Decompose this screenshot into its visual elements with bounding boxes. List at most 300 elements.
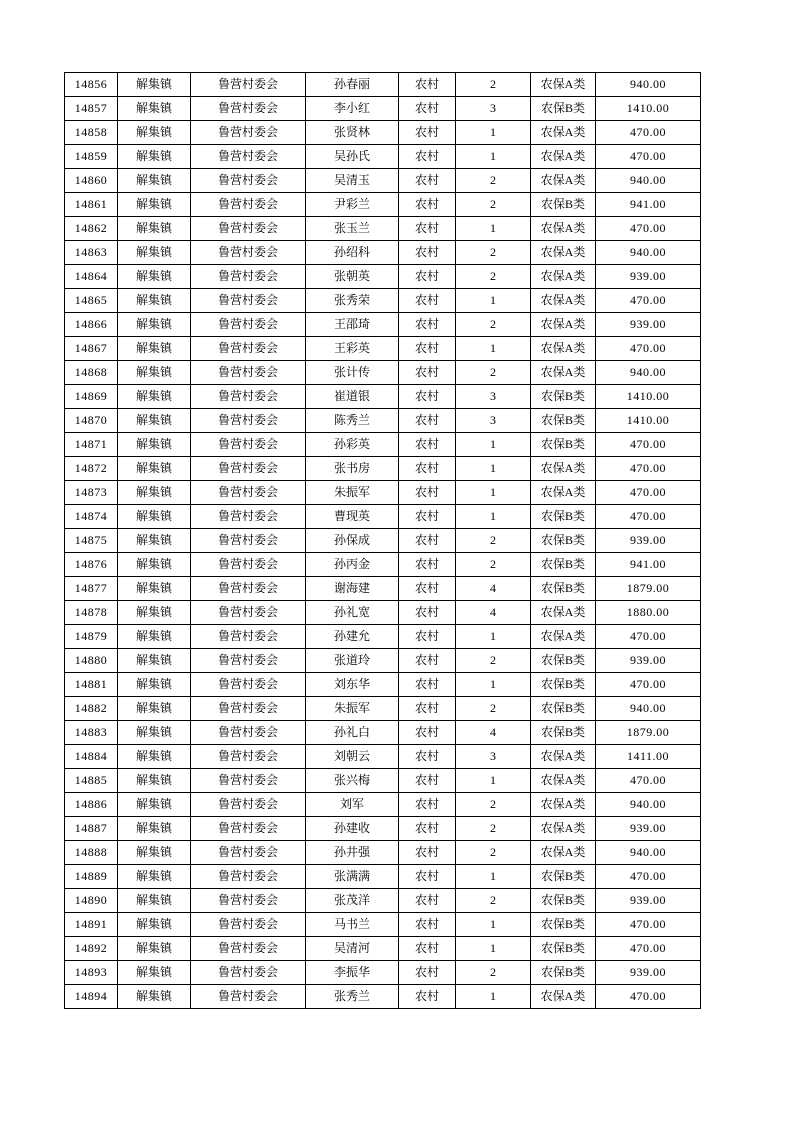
cell-serial-number: 14882 [65,697,118,721]
cell-person-count: 1 [456,217,531,241]
cell-person-name: 马书兰 [306,913,399,937]
cell-amount: 470.00 [596,145,701,169]
cell-insurance-category: 农保B类 [531,649,596,673]
table-row [65,457,701,481]
cell-town: 解集镇 [118,73,191,97]
cell-residence-type: 农村 [399,961,456,985]
cell-serial-number: 14891 [65,913,118,937]
cell-village-committee: 鲁营村委会 [191,409,306,433]
cell-town: 解集镇 [118,721,191,745]
cell-town: 解集镇 [118,529,191,553]
cell-village-committee: 鲁营村委会 [191,553,306,577]
cell-residence-type: 农村 [399,121,456,145]
cell-person-count: 4 [456,601,531,625]
cell-person-name: 张道玲 [306,649,399,673]
cell-residence-type: 农村 [399,721,456,745]
cell-person-count: 2 [456,361,531,385]
cell-insurance-category: 农保A类 [531,841,596,865]
table-row [65,553,701,577]
cell-residence-type: 农村 [399,97,456,121]
cell-residence-type: 农村 [399,673,456,697]
cell-amount: 470.00 [596,769,701,793]
cell-amount: 470.00 [596,937,701,961]
cell-person-name: 张秀荣 [306,289,399,313]
cell-town: 解集镇 [118,769,191,793]
cell-person-count: 2 [456,73,531,97]
cell-person-name: 张玉兰 [306,217,399,241]
cell-serial-number: 14866 [65,313,118,337]
cell-person-count: 2 [456,793,531,817]
cell-insurance-category: 农保A类 [531,145,596,169]
cell-person-count: 2 [456,265,531,289]
cell-serial-number: 14875 [65,529,118,553]
cell-residence-type: 农村 [399,913,456,937]
cell-residence-type: 农村 [399,337,456,361]
cell-amount: 470.00 [596,913,701,937]
cell-residence-type: 农村 [399,193,456,217]
cell-person-count: 2 [456,697,531,721]
cell-amount: 470.00 [596,505,701,529]
cell-village-committee: 鲁营村委会 [191,97,306,121]
cell-amount: 470.00 [596,457,701,481]
cell-town: 解集镇 [118,457,191,481]
cell-person-count: 2 [456,553,531,577]
cell-town: 解集镇 [118,169,191,193]
cell-person-count: 2 [456,169,531,193]
cell-residence-type: 农村 [399,841,456,865]
cell-person-count: 2 [456,649,531,673]
cell-insurance-category: 农保B类 [531,913,596,937]
cell-serial-number: 14872 [65,457,118,481]
table-row [65,193,701,217]
cell-serial-number: 14879 [65,625,118,649]
cell-person-name: 刘东华 [306,673,399,697]
cell-person-count: 1 [456,769,531,793]
cell-residence-type: 农村 [399,481,456,505]
cell-town: 解集镇 [118,553,191,577]
cell-town: 解集镇 [118,313,191,337]
cell-village-committee: 鲁营村委会 [191,505,306,529]
cell-amount: 470.00 [596,121,701,145]
cell-serial-number: 14874 [65,505,118,529]
cell-amount: 470.00 [596,433,701,457]
table-row [65,745,701,769]
cell-town: 解集镇 [118,673,191,697]
cell-village-committee: 鲁营村委会 [191,361,306,385]
cell-insurance-category: 农保B类 [531,889,596,913]
table-row [65,865,701,889]
cell-amount: 470.00 [596,625,701,649]
cell-town: 解集镇 [118,409,191,433]
cell-amount: 939.00 [596,889,701,913]
cell-person-name: 孙建允 [306,625,399,649]
cell-insurance-category: 农保B类 [531,433,596,457]
table-row [65,481,701,505]
cell-insurance-category: 农保A类 [531,625,596,649]
cell-town: 解集镇 [118,361,191,385]
cell-person-name: 李振华 [306,961,399,985]
cell-person-name: 孙建收 [306,817,399,841]
cell-village-committee: 鲁营村委会 [191,73,306,97]
cell-village-committee: 鲁营村委会 [191,769,306,793]
cell-serial-number: 14894 [65,985,118,1009]
cell-village-committee: 鲁营村委会 [191,385,306,409]
cell-person-name: 张书房 [306,457,399,481]
cell-insurance-category: 农保A类 [531,241,596,265]
cell-town: 解集镇 [118,193,191,217]
cell-amount: 1410.00 [596,385,701,409]
cell-town: 解集镇 [118,697,191,721]
cell-insurance-category: 农保A类 [531,745,596,769]
cell-residence-type: 农村 [399,985,456,1009]
cell-serial-number: 14893 [65,961,118,985]
cell-person-count: 1 [456,865,531,889]
cell-serial-number: 14862 [65,217,118,241]
cell-serial-number: 14889 [65,865,118,889]
cell-residence-type: 农村 [399,793,456,817]
table-row [65,841,701,865]
cell-town: 解集镇 [118,121,191,145]
cell-insurance-category: 农保B类 [531,553,596,577]
cell-person-name: 崔道银 [306,385,399,409]
cell-residence-type: 农村 [399,217,456,241]
cell-village-committee: 鲁营村委会 [191,673,306,697]
cell-amount: 940.00 [596,697,701,721]
cell-amount: 470.00 [596,673,701,697]
cell-person-name: 尹彩兰 [306,193,399,217]
cell-person-name: 刘朝云 [306,745,399,769]
cell-village-committee: 鲁营村委会 [191,601,306,625]
cell-person-count: 1 [456,505,531,529]
cell-village-committee: 鲁营村委会 [191,433,306,457]
cell-person-name: 孙丙金 [306,553,399,577]
cell-serial-number: 14888 [65,841,118,865]
cell-town: 解集镇 [118,385,191,409]
table-row [65,913,701,937]
cell-serial-number: 14890 [65,889,118,913]
cell-amount: 939.00 [596,817,701,841]
cell-amount: 1411.00 [596,745,701,769]
cell-insurance-category: 农保A类 [531,289,596,313]
cell-village-committee: 鲁营村委会 [191,865,306,889]
cell-amount: 939.00 [596,961,701,985]
table-row [65,769,701,793]
cell-town: 解集镇 [118,217,191,241]
table-row [65,985,701,1009]
cell-person-name: 朱振军 [306,697,399,721]
cell-insurance-category: 农保A类 [531,985,596,1009]
table-row [65,721,701,745]
cell-person-name: 张贤林 [306,121,399,145]
cell-amount: 470.00 [596,289,701,313]
cell-town: 解集镇 [118,577,191,601]
cell-person-count: 2 [456,193,531,217]
cell-person-count: 2 [456,841,531,865]
table-row [65,793,701,817]
cell-residence-type: 农村 [399,889,456,913]
cell-insurance-category: 农保A类 [531,457,596,481]
cell-person-name: 孙春丽 [306,73,399,97]
benefits-roster-table [64,72,701,1009]
cell-amount: 1880.00 [596,601,701,625]
cell-village-committee: 鲁营村委会 [191,121,306,145]
cell-insurance-category: 农保A类 [531,793,596,817]
cell-person-count: 1 [456,913,531,937]
cell-person-name: 孙礼白 [306,721,399,745]
table-row [65,361,701,385]
cell-amount: 939.00 [596,313,701,337]
cell-person-name: 刘军 [306,793,399,817]
cell-village-committee: 鲁营村委会 [191,145,306,169]
table-row [65,169,701,193]
cell-town: 解集镇 [118,145,191,169]
cell-serial-number: 14885 [65,769,118,793]
cell-amount: 1879.00 [596,577,701,601]
cell-insurance-category: 农保A类 [531,169,596,193]
cell-serial-number: 14868 [65,361,118,385]
cell-town: 解集镇 [118,889,191,913]
table-row [65,97,701,121]
cell-person-count: 2 [456,241,531,265]
cell-town: 解集镇 [118,937,191,961]
cell-serial-number: 14880 [65,649,118,673]
cell-amount: 470.00 [596,985,701,1009]
cell-person-count: 2 [456,889,531,913]
cell-person-count: 1 [456,145,531,169]
cell-serial-number: 14876 [65,553,118,577]
cell-insurance-category: 农保A类 [531,313,596,337]
cell-insurance-category: 农保B类 [531,577,596,601]
table-row [65,649,701,673]
table-row [65,265,701,289]
cell-village-committee: 鲁营村委会 [191,529,306,553]
cell-person-count: 3 [456,745,531,769]
cell-town: 解集镇 [118,265,191,289]
cell-residence-type: 农村 [399,577,456,601]
cell-village-committee: 鲁营村委会 [191,889,306,913]
cell-village-committee: 鲁营村委会 [191,913,306,937]
cell-residence-type: 农村 [399,409,456,433]
cell-town: 解集镇 [118,865,191,889]
cell-serial-number: 14865 [65,289,118,313]
table-row [65,577,701,601]
cell-town: 解集镇 [118,433,191,457]
cell-person-count: 1 [456,937,531,961]
table-row [65,505,701,529]
cell-town: 解集镇 [118,961,191,985]
cell-person-name: 张朝英 [306,265,399,289]
cell-town: 解集镇 [118,745,191,769]
cell-residence-type: 农村 [399,289,456,313]
cell-insurance-category: 农保A类 [531,217,596,241]
cell-village-committee: 鲁营村委会 [191,337,306,361]
cell-serial-number: 14863 [65,241,118,265]
cell-town: 解集镇 [118,793,191,817]
cell-town: 解集镇 [118,337,191,361]
cell-serial-number: 14856 [65,73,118,97]
cell-residence-type: 农村 [399,529,456,553]
table-row [65,337,701,361]
cell-serial-number: 14864 [65,265,118,289]
table-row [65,817,701,841]
cell-town: 解集镇 [118,481,191,505]
cell-person-count: 3 [456,385,531,409]
cell-person-name: 孙井强 [306,841,399,865]
cell-village-committee: 鲁营村委会 [191,625,306,649]
cell-amount: 940.00 [596,361,701,385]
cell-insurance-category: 农保A类 [531,817,596,841]
cell-person-count: 1 [456,121,531,145]
table-row [65,433,701,457]
cell-amount: 470.00 [596,217,701,241]
cell-insurance-category: 农保B类 [531,505,596,529]
table-row [65,625,701,649]
cell-residence-type: 农村 [399,73,456,97]
cell-person-count: 1 [456,457,531,481]
cell-insurance-category: 农保A类 [531,73,596,97]
cell-village-committee: 鲁营村委会 [191,457,306,481]
cell-village-committee: 鲁营村委会 [191,649,306,673]
cell-residence-type: 农村 [399,865,456,889]
table-row [65,385,701,409]
cell-insurance-category: 农保B类 [531,193,596,217]
cell-residence-type: 农村 [399,769,456,793]
cell-serial-number: 14861 [65,193,118,217]
cell-insurance-category: 农保B类 [531,529,596,553]
cell-village-committee: 鲁营村委会 [191,241,306,265]
cell-insurance-category: 农保A类 [531,361,596,385]
cell-serial-number: 14887 [65,817,118,841]
cell-insurance-category: 农保B类 [531,673,596,697]
table-row [65,409,701,433]
cell-village-committee: 鲁营村委会 [191,817,306,841]
cell-serial-number: 14877 [65,577,118,601]
cell-insurance-category: 农保A类 [531,121,596,145]
cell-village-committee: 鲁营村委会 [191,313,306,337]
cell-residence-type: 农村 [399,361,456,385]
cell-residence-type: 农村 [399,385,456,409]
cell-insurance-category: 农保B类 [531,97,596,121]
cell-town: 解集镇 [118,817,191,841]
table-row [65,217,701,241]
cell-town: 解集镇 [118,97,191,121]
cell-person-count: 3 [456,97,531,121]
cell-person-name: 曹现英 [306,505,399,529]
cell-serial-number: 14859 [65,145,118,169]
cell-person-name: 吴清河 [306,937,399,961]
cell-person-count: 4 [456,577,531,601]
cell-village-committee: 鲁营村委会 [191,217,306,241]
cell-amount: 939.00 [596,529,701,553]
cell-residence-type: 农村 [399,241,456,265]
cell-person-count: 1 [456,673,531,697]
cell-person-name: 王邵琦 [306,313,399,337]
cell-serial-number: 14878 [65,601,118,625]
cell-person-name: 朱振军 [306,481,399,505]
cell-residence-type: 农村 [399,817,456,841]
cell-amount: 470.00 [596,865,701,889]
cell-serial-number: 14883 [65,721,118,745]
cell-person-name: 张秀兰 [306,985,399,1009]
cell-insurance-category: 农保A类 [531,337,596,361]
table-row [65,73,701,97]
cell-town: 解集镇 [118,649,191,673]
table-row [65,673,701,697]
table-row [65,313,701,337]
cell-residence-type: 农村 [399,313,456,337]
cell-amount: 470.00 [596,481,701,505]
cell-residence-type: 农村 [399,601,456,625]
cell-residence-type: 农村 [399,649,456,673]
cell-serial-number: 14860 [65,169,118,193]
cell-amount: 1879.00 [596,721,701,745]
cell-village-committee: 鲁营村委会 [191,937,306,961]
cell-town: 解集镇 [118,913,191,937]
cell-town: 解集镇 [118,241,191,265]
cell-residence-type: 农村 [399,145,456,169]
table-row [65,121,701,145]
cell-person-count: 1 [456,289,531,313]
table-row [65,289,701,313]
cell-village-committee: 鲁营村委会 [191,721,306,745]
cell-village-committee: 鲁营村委会 [191,481,306,505]
cell-insurance-category: 农保B类 [531,865,596,889]
cell-residence-type: 农村 [399,433,456,457]
cell-town: 解集镇 [118,601,191,625]
cell-person-count: 1 [456,433,531,457]
cell-village-committee: 鲁营村委会 [191,289,306,313]
cell-person-name: 张满满 [306,865,399,889]
cell-insurance-category: 农保A类 [531,769,596,793]
table-row [65,145,701,169]
cell-residence-type: 农村 [399,169,456,193]
cell-person-count: 2 [456,817,531,841]
cell-amount: 941.00 [596,553,701,577]
cell-person-count: 2 [456,961,531,985]
cell-residence-type: 农村 [399,553,456,577]
cell-person-count: 3 [456,409,531,433]
cell-person-name: 陈秀兰 [306,409,399,433]
cell-insurance-category: 农保B类 [531,697,596,721]
cell-amount: 941.00 [596,193,701,217]
table-row [65,889,701,913]
table-row [65,601,701,625]
cell-residence-type: 农村 [399,697,456,721]
cell-insurance-category: 农保B类 [531,385,596,409]
cell-village-committee: 鲁营村委会 [191,985,306,1009]
table-row [65,937,701,961]
cell-village-committee: 鲁营村委会 [191,169,306,193]
cell-person-name: 孙彩英 [306,433,399,457]
cell-residence-type: 农村 [399,745,456,769]
cell-amount: 940.00 [596,73,701,97]
cell-insurance-category: 农保B类 [531,937,596,961]
cell-insurance-category: 农保B类 [531,721,596,745]
cell-amount: 1410.00 [596,409,701,433]
cell-residence-type: 农村 [399,457,456,481]
cell-person-count: 2 [456,529,531,553]
cell-person-name: 王彩英 [306,337,399,361]
cell-insurance-category: 农保B类 [531,409,596,433]
cell-amount: 940.00 [596,793,701,817]
cell-person-name: 孙保成 [306,529,399,553]
cell-person-name: 李小红 [306,97,399,121]
cell-village-committee: 鲁营村委会 [191,745,306,769]
cell-serial-number: 14869 [65,385,118,409]
cell-town: 解集镇 [118,841,191,865]
cell-town: 解集镇 [118,625,191,649]
cell-person-name: 吴清玉 [306,169,399,193]
